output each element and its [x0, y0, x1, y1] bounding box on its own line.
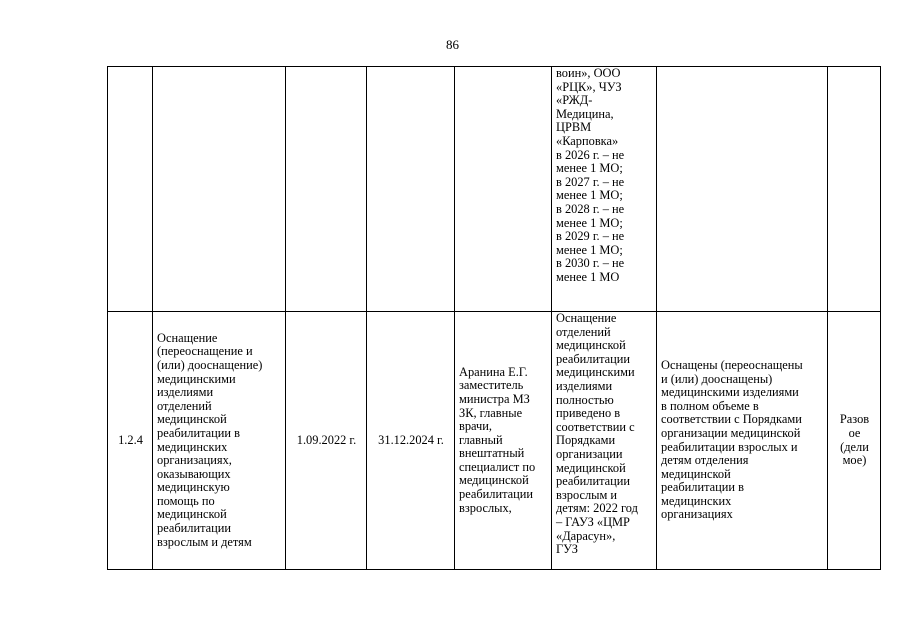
cell-start-date: [286, 67, 367, 312]
text-line: «РЦК», ЧУЗ: [556, 79, 622, 94]
text-line: реабилитации взрослых и: [661, 439, 798, 454]
text-line: «Дарасун»,: [556, 528, 616, 543]
text-line: воин», ООО: [556, 66, 621, 80]
text-line: отделений: [556, 324, 611, 339]
text-line: организациях: [661, 507, 733, 522]
text-line: медицинскими изделиями: [661, 385, 799, 400]
text-line: мое): [842, 453, 867, 468]
text-line: полностью: [556, 392, 614, 407]
text-line: менее 1 МО;: [556, 188, 623, 203]
text-line: в 2028 г. – не: [556, 201, 625, 216]
text-line: соответствии с Порядками: [661, 412, 802, 427]
text-line: ЗК, главные: [459, 405, 523, 420]
text-line: изделиями: [157, 385, 214, 400]
text-line: специалист по: [459, 459, 536, 474]
text-line: оказывающих: [157, 466, 231, 481]
text-line: медицинскими: [556, 365, 635, 380]
text-line: менее 1 МО;: [556, 161, 623, 176]
text-line: ЦРВМ: [556, 120, 592, 135]
text-line: изделиями: [556, 378, 613, 393]
text-line: реабилитации: [556, 351, 631, 366]
text-line: реабилитации: [459, 487, 534, 502]
text-line: Аранина Е.Г.: [459, 364, 528, 379]
cell-start-date: 1.09.2022 г.: [286, 312, 367, 570]
text-line: отделений: [157, 398, 212, 413]
text-line: помощь по: [157, 493, 215, 508]
text-line: менее 1 МО: [556, 269, 620, 284]
cell-type: [828, 67, 881, 312]
text-line: Порядками: [556, 433, 616, 448]
text-line: приведено в: [556, 406, 621, 421]
text-line: реабилитации в: [661, 480, 745, 495]
text-line: ое: [848, 425, 861, 440]
text-line: внештатный: [459, 446, 525, 461]
text-line: медицинской: [459, 473, 529, 488]
text-line: взрослым и детям: [157, 534, 252, 549]
text-line: Оснащение: [157, 330, 218, 345]
text-line: медицинской: [157, 412, 227, 427]
cell-indicator: [552, 312, 657, 570]
text-line: «Карповка»: [556, 133, 619, 148]
text-line: в полном объеме в: [661, 398, 759, 413]
cell-responsible: [455, 312, 552, 570]
text-line: реабилитации: [556, 474, 631, 489]
text-line: (или) дооснащение): [157, 357, 263, 372]
cell-measure-name: [153, 312, 286, 570]
text-line: организациях,: [157, 453, 232, 468]
text-line: (дели: [840, 439, 869, 454]
text-line: Оснащение: [556, 311, 617, 325]
cell-end-date: 31.12.2024 г.: [367, 312, 455, 570]
text-line: ГУЗ: [556, 542, 578, 557]
cell-indicator: [552, 67, 657, 312]
cell-result: [657, 67, 828, 312]
text-line: медицинскими: [157, 371, 236, 386]
text-line: детям: 2022 год: [556, 501, 638, 516]
table-row: [108, 312, 881, 570]
text-line: «РЖД-: [556, 93, 593, 108]
text-line: менее 1 МО;: [556, 215, 623, 230]
text-line: медицинской: [556, 460, 626, 475]
text-line: медицинской: [661, 466, 731, 481]
page-number: 86: [446, 37, 459, 52]
cell-result: [657, 312, 828, 570]
text-line: медицинских: [661, 493, 732, 508]
text-line: заместитель: [459, 378, 524, 393]
text-line: медицинскую: [157, 480, 230, 495]
cell-number: 1.2.4: [108, 312, 153, 570]
text-line: врачи,: [459, 419, 493, 434]
text-line: в 2029 г. – не: [556, 229, 625, 244]
text-line: медицинской: [556, 338, 626, 353]
text-line: в 2027 г. – не: [556, 174, 625, 189]
cell-measure-name: [153, 67, 286, 312]
text-line: министра МЗ: [459, 391, 530, 406]
text-line: в 2026 г. – не: [556, 147, 625, 162]
measures-table: [107, 66, 881, 570]
cell-type: [828, 312, 881, 570]
text-line: детям отделения: [661, 453, 749, 468]
text-line: в 2030 г. – не: [556, 256, 625, 271]
text-line: взрослым и: [556, 487, 618, 502]
text-line: реабилитации: [157, 521, 232, 536]
text-line: Разов: [839, 412, 870, 427]
table-row: [108, 67, 881, 312]
text-line: менее 1 МО;: [556, 242, 623, 257]
text-line: и (или) дооснащены): [661, 371, 773, 386]
text-line: реабилитации в: [157, 425, 241, 440]
text-line: организации медицинской: [661, 425, 801, 440]
text-line: Медицина,: [556, 106, 614, 121]
cell-end-date: [367, 67, 455, 312]
text-line: – ГАУЗ «ЦМР: [556, 514, 630, 529]
text-line: Оснащены (переоснащены: [661, 357, 803, 372]
text-line: главный: [459, 432, 503, 447]
text-line: взрослых,: [459, 500, 512, 515]
text-line: соответствии с: [556, 419, 635, 434]
cell-number: [108, 67, 153, 312]
text-line: медицинской: [157, 507, 227, 522]
cell-responsible: [455, 67, 552, 312]
text-line: (переоснащение и: [157, 344, 253, 359]
text-line: организации: [556, 446, 623, 461]
text-line: медицинских: [157, 439, 228, 454]
